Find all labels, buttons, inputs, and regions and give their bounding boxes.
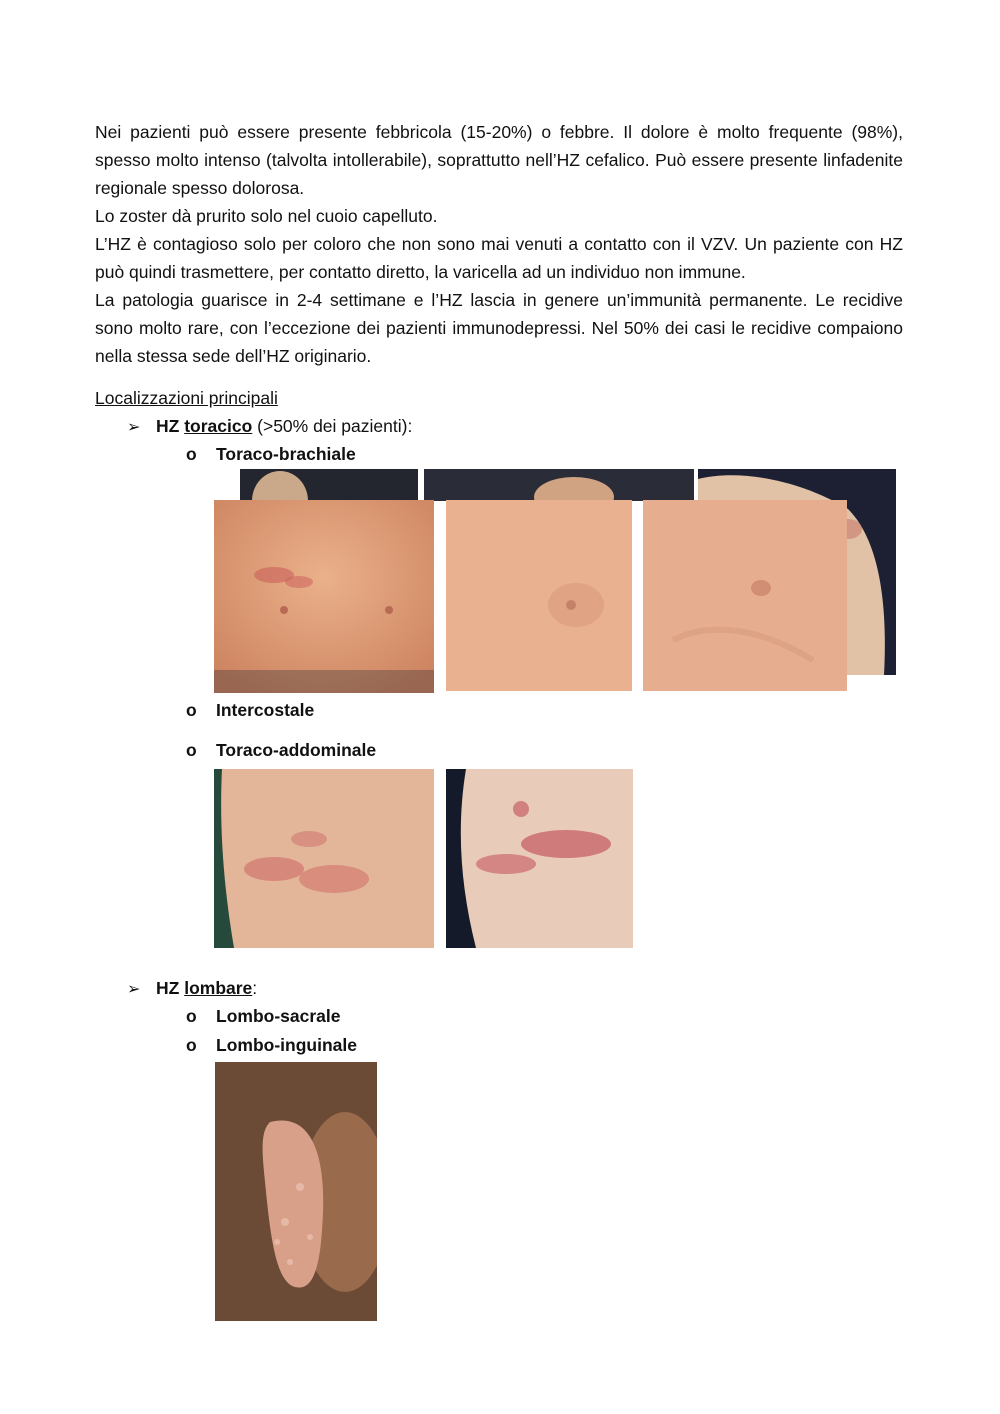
- bullet-hz-toracico: ➢ HZ toracico (>50% dei pazienti):: [127, 412, 412, 442]
- sub-item-intercostale: o Intercostale: [186, 696, 314, 724]
- keyword-toracico: toracico: [184, 416, 253, 436]
- photo-back-rash: [643, 500, 847, 691]
- photo-chest-girl: [446, 500, 632, 691]
- arrow-bullet-icon: ➢: [127, 419, 141, 436]
- circle-bullet-icon: o: [186, 700, 197, 720]
- paragraph-symptoms: Nei pazienti può essere presente febbricola (15-20%) o febbre. Il dolore è molto frequente (98%), spesso molto intenso (talvolta intollerabile), soprattutto nell’HZ cefalico. Può essere presente linfadenite regionale spesso dolorosa.: [95, 122, 903, 198]
- paragraph-contagion: L’HZ è contagioso solo per coloro che non sono mai venuti a contatto con il VZV. Un paziente con HZ può quindi trasmettere, per contatto diretto, la varicella ad un individuo non immune.: [95, 234, 903, 282]
- circle-bullet-icon: o: [186, 444, 197, 464]
- section-title: Localizzazioni principali: [95, 388, 278, 408]
- circle-bullet-icon: o: [186, 1006, 197, 1026]
- photo-inguinal-rash: [215, 1062, 377, 1321]
- keyword-lombare: lombare: [184, 978, 253, 998]
- photo-side-rash: [446, 769, 633, 948]
- photo-chest-front-head: [240, 469, 418, 501]
- photo-abdomen-rash: [214, 769, 434, 948]
- arrow-bullet-icon: ➢: [127, 981, 141, 998]
- sub-item-lombo-inguinale: o Lombo-inguinale: [186, 1031, 357, 1059]
- sub-item-toraco-brachiale: o Toraco-brachiale: [186, 440, 356, 468]
- paragraph-itch: Lo zoster dà prurito solo nel cuoio capelluto.: [95, 206, 438, 226]
- sub-item-toraco-addominale: o Toraco-addominale: [186, 736, 376, 764]
- photo-chest-front-rash: [214, 500, 434, 693]
- circle-bullet-icon: o: [186, 740, 197, 760]
- photo-chest-girl-head: [424, 469, 694, 501]
- bullet-hz-lombare: ➢ HZ lombare:: [127, 974, 257, 1004]
- paragraph-healing: La patologia guarisce in 2-4 settimane e l’HZ lascia in genere un’immunità permanente. Le recidive sono molto rare, con l’eccezione dei pazienti immunodepressi. Nel 50% dei casi le recidive compaiono nella stessa sede dell’HZ originario.: [95, 290, 903, 366]
- circle-bullet-icon: o: [186, 1035, 197, 1055]
- sub-item-lombo-sacrale: o Lombo-sacrale: [186, 1002, 340, 1030]
